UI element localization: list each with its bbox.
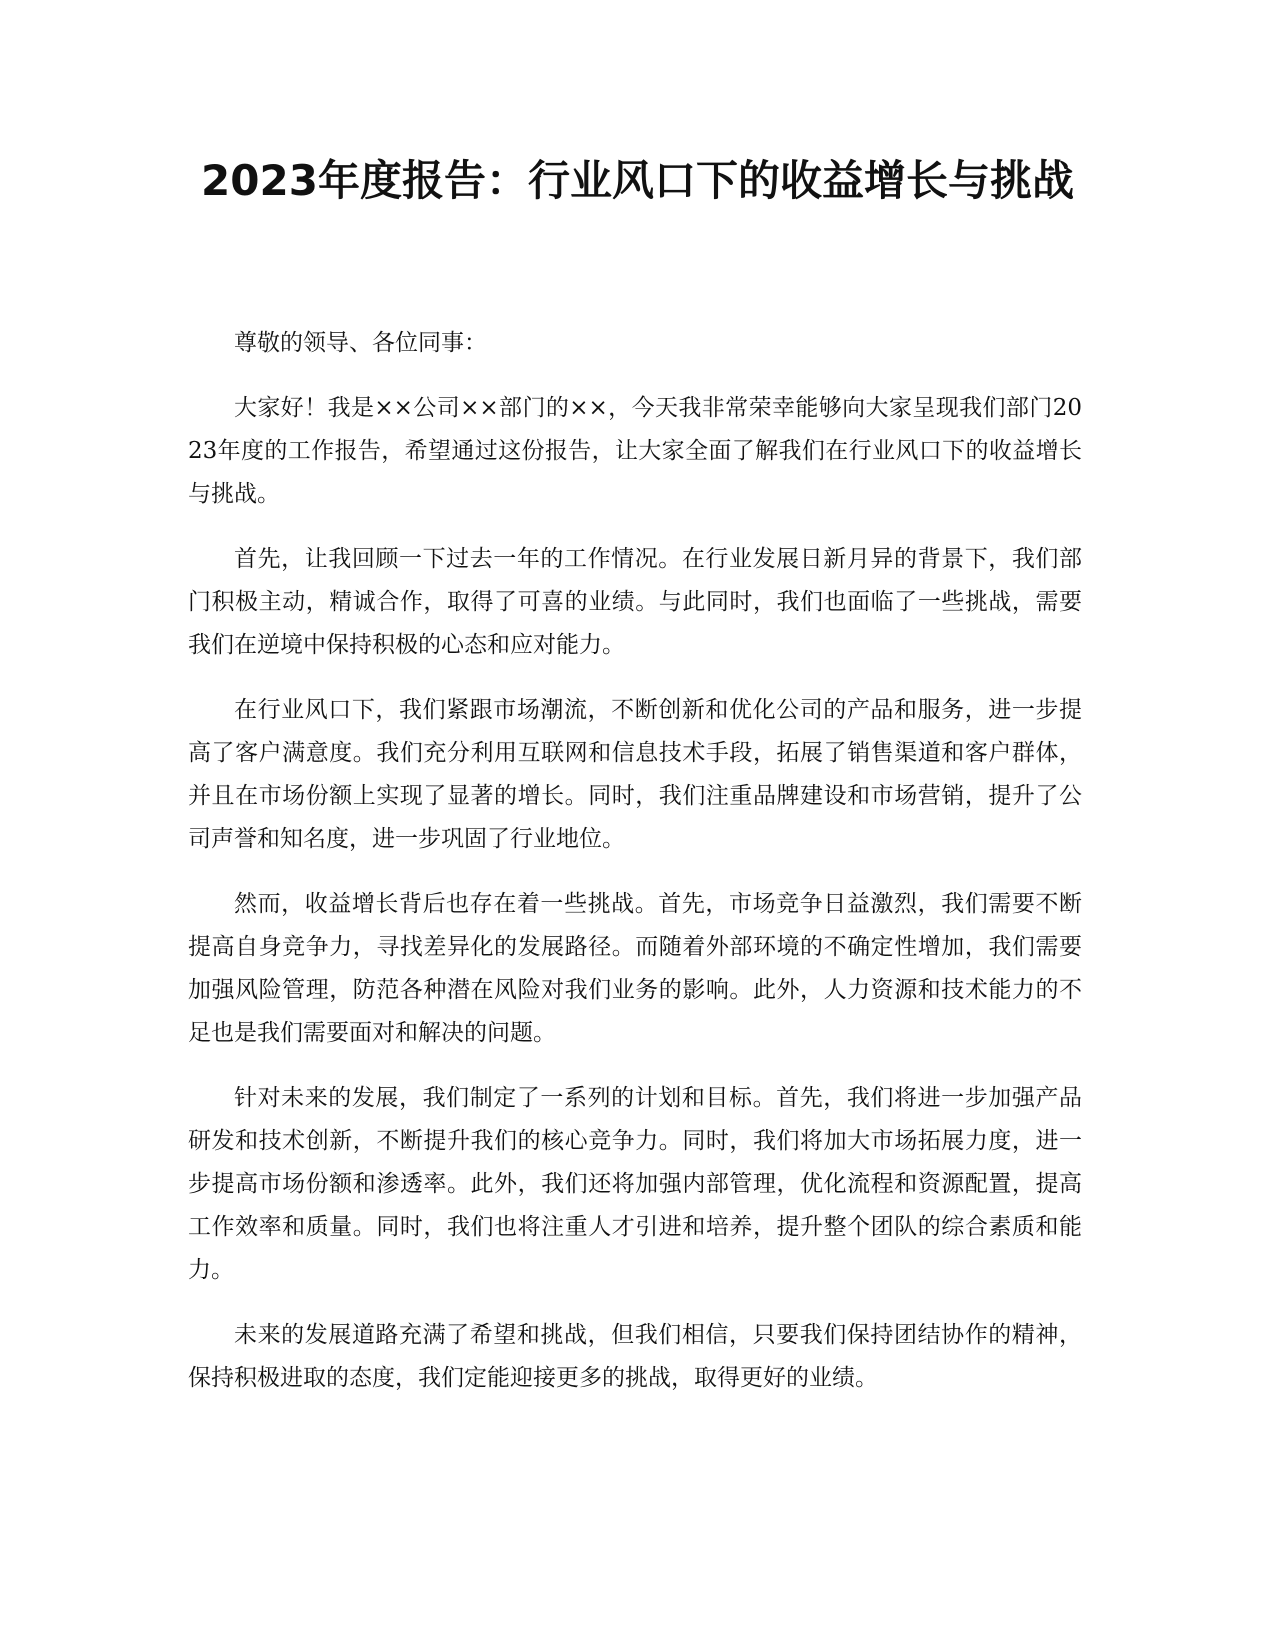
paragraph-closing: 未来的发展道路充满了希望和挑战，但我们相信，只要我们保持团结协作的精神，保持积极进取的态度，我们定能迎接更多的挑战，取得更好的业绩。 <box>188 1322 1082 1391</box>
paragraph-plans: 针对未来的发展，我们制定了一系列的计划和目标。首先，我们将进一步加强产品研发和技术创新，不断提升我们的核心竞争力。同时，我们将加大市场拓展力度，进一步提高市场份额和渗透率。此外，我们还将加强内部管理，优化流程和资源配置，提高工作效率和质量。同时，我们也将注重人才引进和培养，提升整个团队的综合素质和能力。 <box>188 1085 1082 1283</box>
paragraph-salutation: 尊敬的领导、各位同事： <box>234 330 487 356</box>
document-title: 2023年度报告：行业风口下的收益增长与挑战 <box>201 156 1074 205</box>
paragraph-review: 首先，让我回顾一下过去一年的工作情况。在行业发展日新月异的背景下，我们部门积极主动，精诚合作，取得了可喜的业绩。与此同时，我们也面临了一些挑战，需要我们在逆境中保持积极的心态和应对能力。 <box>188 546 1082 658</box>
paragraph-challenges: 然而，收益增长背后也存在着一些挑战。首先，市场竞争日益激烈，我们需要不断提高自身竞争力，寻找差异化的发展路径。而随着外部环境的不确定性增加，我们需要加强风险管理，防范各种潜在风险对我们业务的影响。此外，人力资源和技术能力的不足也是我们需要面对和解决的问题。 <box>188 891 1082 1046</box>
paragraph-intro: 大家好！我是××公司××部门的××，今天我非常荣幸能够向大家呈现我们部门2023年度的工作报告，希望通过这份报告，让大家全面了解我们在行业风口下的收益增长与挑战。 <box>188 395 1082 507</box>
paragraph-growth: 在行业风口下，我们紧跟市场潮流，不断创新和优化公司的产品和服务，进一步提高了客户满意度。我们充分利用互联网和信息技术手段，拓展了销售渠道和客户群体，并且在市场份额上实现了显著的增长。同时，我们注重品牌建设和市场营销，提升了公司声誉和知名度，进一步巩固了行业地位。 <box>188 697 1082 852</box>
document-body <box>188 322 1082 1422</box>
